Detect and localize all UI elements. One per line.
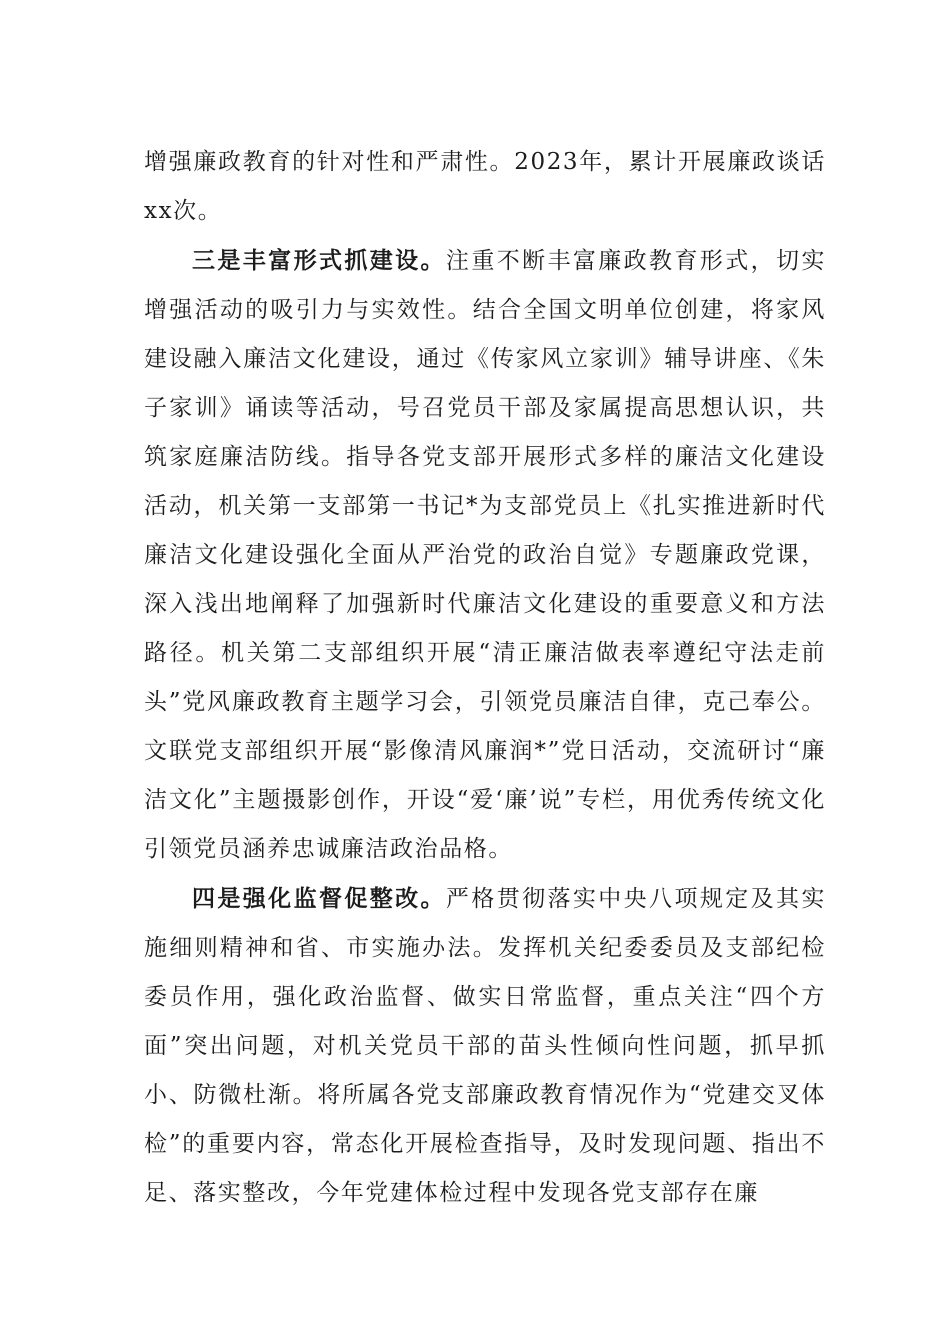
paragraph-strengthen-supervision xyxy=(144,874,826,1218)
paragraph-lead-heading: 三是丰富形式抓建设。 xyxy=(192,247,446,274)
paragraph-continuation xyxy=(144,138,826,236)
document-body xyxy=(144,138,826,1218)
paragraph-text: 注重不断丰富廉政教育形式，切实增强活动的吸引力与实效性。结合全国文明单位创建，将家风建设融入廉洁文化建设，通过《传家风立家训》辅导讲座、《朱子家训》诵读等活动，号召党员干部及家属提高思想认识，共筑家庭廉洁防线。指导各党支部开展形式多样的廉洁文化建设活动，机关第一支部第一书记*为支部党员上《扎实推进新时代廉洁文化建设强化全面从严治党的政治自觉》专题廉政党课，深入浅出地阐释了加强新时代廉洁文化建设的重要意义和方法路径。机关第二支部组织开展“清正廉洁做表率遵纪守法走前头”党风廉政教育主题学习会，引领党员廉洁自律，克己奉公。文联党支部组织开展“影像清风廉润*”党日活动，交流研讨“廉洁文化”主题摄影创作，开设“爱‘廉’说”专栏，用优秀传统文化引领党员涵养忠诚廉洁政治品格。 xyxy=(144,248,827,862)
paragraph-text: 增强廉政教育的针对性和严肃性。2023年，累计开展廉政谈话xx次。 xyxy=(144,149,826,224)
paragraph-lead-heading: 四是强化监督促整改。 xyxy=(192,885,446,912)
paragraph-text: 严格贯彻落实中央八项规定及其实施细则精神和省、市实施办法。发挥机关纪委委员及支部纪检委员作用，强化政治监督、做实日常监督，重点关注“四个方面”突出问题，对机关党员干部的苗头性倾向性问题，抓早抓小、防微杜渐。将所属各党支部廉政教育情况作为“党建交叉体检”的重要内容，常态化开展检查指导，及时发现问题、指出不足、落实整改，今年党建体检过程中发现各党支部存在廉 xyxy=(144,886,827,1206)
paragraph-enrich-forms xyxy=(144,236,826,874)
